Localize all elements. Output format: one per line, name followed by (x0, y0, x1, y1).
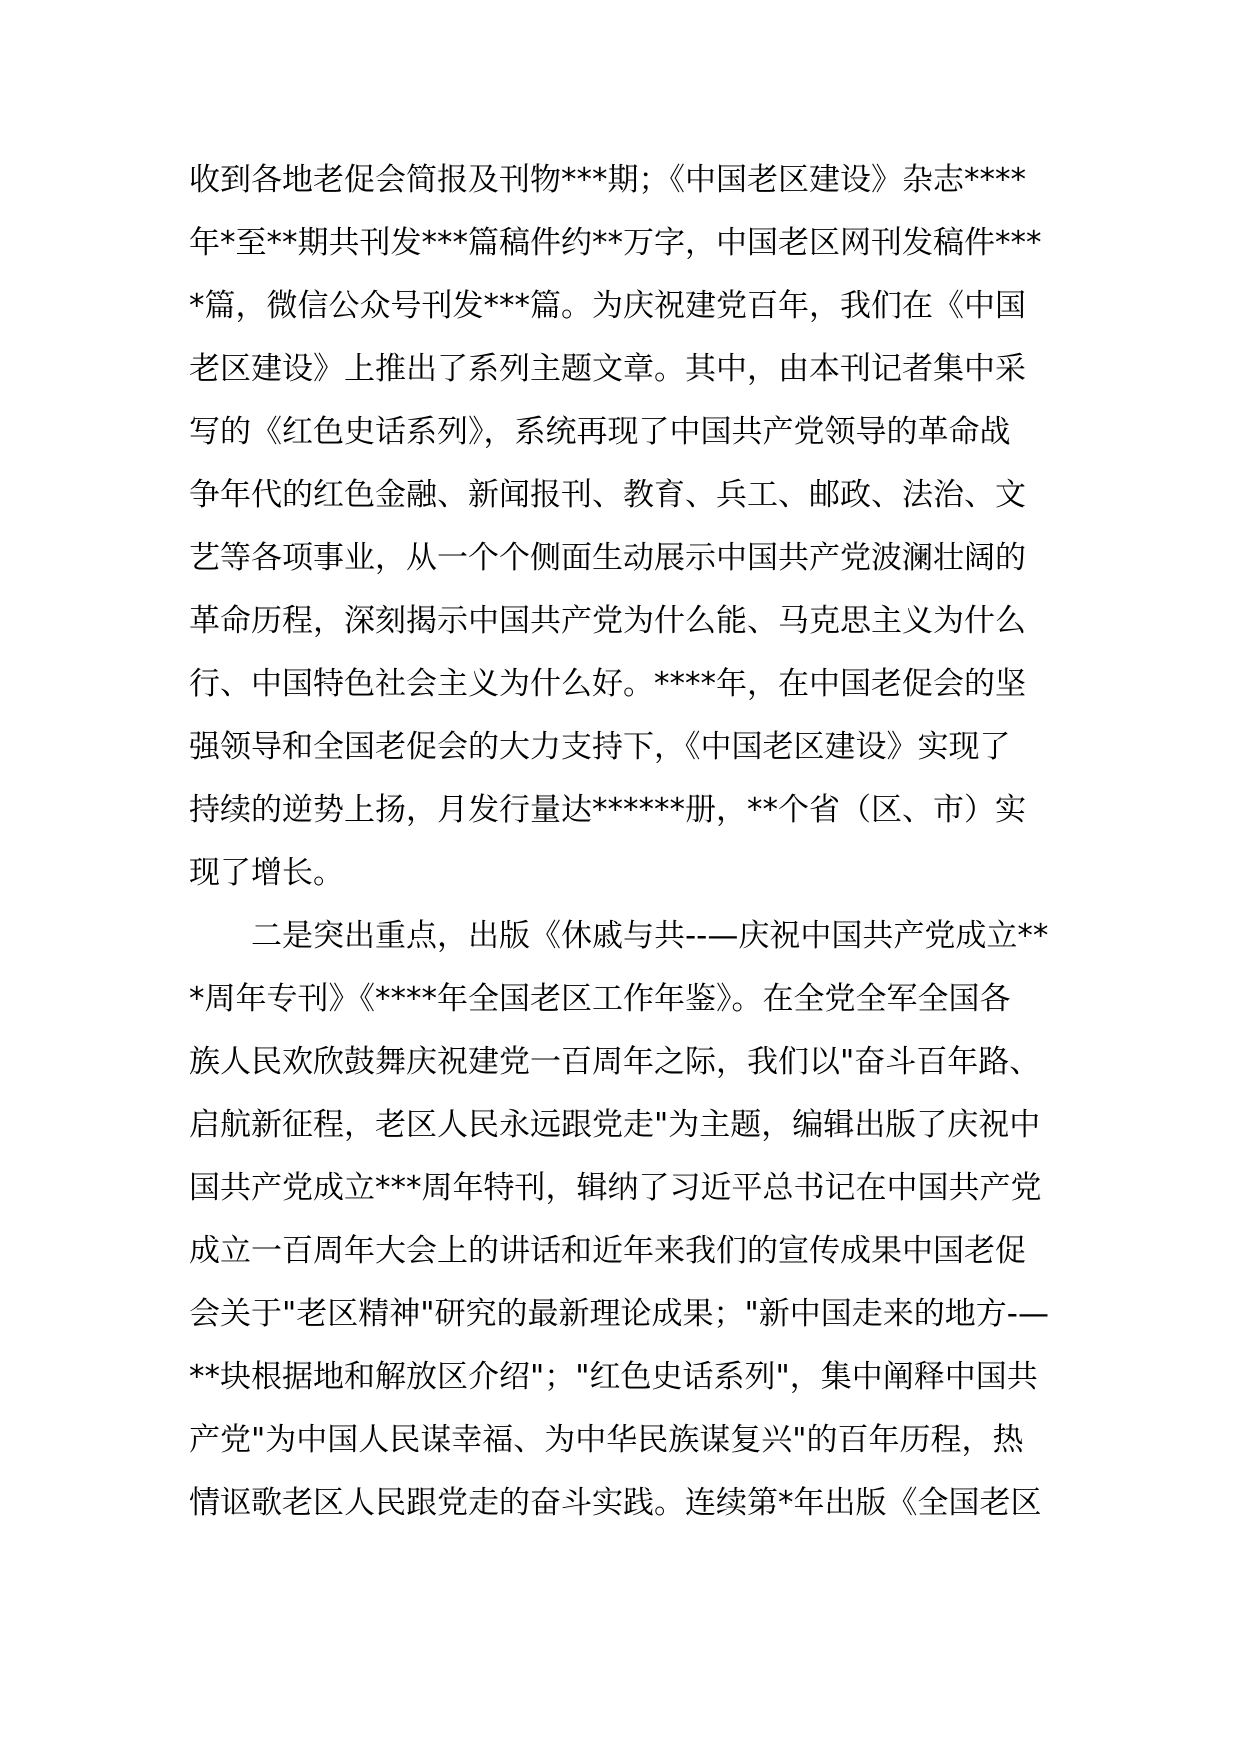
paragraph-2-line-1: 二是突出重点，出版《休戚与共--—庆祝中国共产党成立** (251, 918, 1049, 954)
paragraph-1-line-3: *篇，微信公众号刊发***篇。为庆祝建党百年，我们在《中国 (189, 288, 1026, 324)
paragraph-2-line-6: 成立一百周年大会上的讲话和近年来我们的宣传成果中国老促 (189, 1233, 1026, 1269)
paragraph-1-line-8: 革命历程，深刻揭示中国共产党为什么能、马克思主义为什么 (189, 603, 1026, 639)
paragraph-1-line-11: 持续的逆势上扬，月发行量达******册，**个省（区、市）实 (189, 792, 1026, 828)
paragraph-2-line-3: 族人民欢欣鼓舞庆祝建党一百周年之际，我们以"奋斗百年路、 (189, 1044, 1041, 1080)
paragraph-1-line-6: 争年代的红色金融、新闻报刊、教育、兵工、邮政、法治、文 (189, 477, 1026, 513)
paragraph-2-line-8: **块根据地和解放区介绍"；"红色史话系列"，集中阐释中国共 (189, 1359, 1038, 1395)
paragraph-1-line-2: 年*至**期共刊发***篇稿件约**万字，中国老区网刊发稿件*** (189, 225, 1042, 261)
paragraph-1-line-10: 强领导和全国老促会的大力支持下，《中国老区建设》实现了 (189, 729, 1011, 765)
paragraph-2-line-10: 情讴歌老区人民跟党走的奋斗实践。连续第*年出版《全国老区 (189, 1485, 1042, 1521)
paragraph-1-line-9: 行、中国特色社会主义为什么好。****年，在中国老促会的坚 (189, 666, 1026, 702)
paragraph-2-line-4: 启航新征程，老区人民永远跟党走"为主题，编辑出版了庆祝中 (189, 1107, 1041, 1143)
paragraph-1-line-12: 现了增长。 (189, 855, 344, 891)
paragraph-2-line-7: 会关于"老区精神"研究的最新理论成果；"新中国走来的地方-— (189, 1296, 1049, 1332)
paragraph-1-line-7: 艺等各项事业，从一个个侧面生动展示中国共产党波澜壮阔的 (189, 540, 1026, 576)
paragraph-1-line-4: 老区建设》上推出了系列主题文章。其中，由本刊记者集中采 (189, 351, 1026, 387)
paragraph-1-line-1: 收到各地老促会简报及刊物***期；《中国老区建设》杂志**** (189, 162, 1026, 198)
paragraph-1-line-5: 写的《红色史话系列》，系统再现了中国共产党领导的革命战 (189, 414, 1011, 450)
paragraph-2-line-5: 国共产党成立***周年特刊，辑纳了习近平总书记在中国共产党 (189, 1170, 1042, 1206)
paragraph-2-line-9: 产党"为中国人民谋幸福、为中华民族谋复兴"的百年历程，热 (189, 1422, 1024, 1458)
paragraph-2-line-2: *周年专刊》《****年全国老区工作年鉴》。在全党全军全国各 (189, 981, 1011, 1017)
